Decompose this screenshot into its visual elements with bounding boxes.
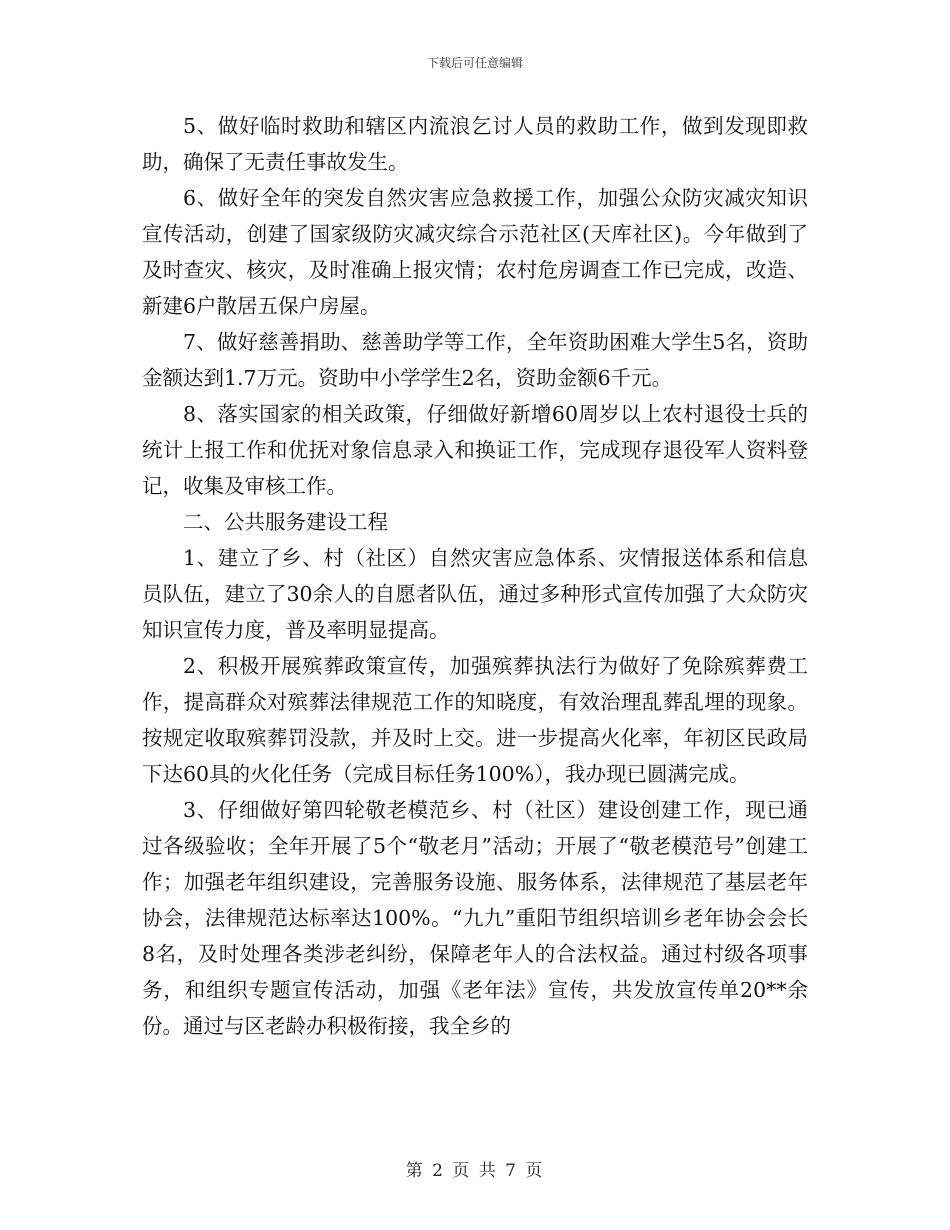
paragraph-item-5: 5、做好临时救助和辖区内流浪乞讨人员的救助工作，做到发现即救助，确保了无责任事故发生。 — [142, 114, 808, 174]
paragraph-item-8: 8、落实国家的相关政策，仔细做好新增60周岁以上农村退役士兵的统计上报工作和优抚对象信息录入和换证工作，完成现存退役军人资料登记，收集及审核工作。 — [142, 402, 808, 498]
page-number: 第 2 页 共 7 页 — [405, 1161, 545, 1181]
paragraph-item-7: 7、做好慈善捐助、慈善助学等工作，全年资助困难大学生5名，资助金额达到1.7万元。资助中小学学生2名，资助金额6千元。 — [142, 330, 808, 390]
paragraph-service-1: 1、建立了乡、村（社区）自然灾害应急体系、灾情报送体系和信息员队伍，建立了30余人的自愿者队伍，通过多种形式宣传加强了大众防灾知识宣传力度，普及率明显提高。 — [142, 546, 808, 642]
header-note: 下载后可任意编辑 — [426, 56, 523, 70]
paragraph-service-3: 3、仔细做好第四轮敬老模范乡、村（社区）建设创建工作，现已通过各级验收；全年开展了5个“敬老月”活动；开展了“敬老模范号”创建工作；加强老年组织建设，完善服务设施、服务体系，法律规范了基层老年协会，法律规范达标率达100%。“九九”重阳节组织培训乡老年协会会长8名，及时处理各类涉老纠纷，保障老年人的合法权益。通过村级各项事务，和组织专题宣传活动，加强《老年法》宣传，共发放宣传单20**余份。通过与区老龄办积极衔接，我全乡的 — [142, 798, 808, 1038]
paragraph-item-6: 6、做好全年的突发自然灾害应急救援工作，加强公众防灾减灾知识宣传活动，创建了国家级防灾减灾综合示范社区(天库社区)。今年做到了及时查灾、核灾，及时准确上报灾情；农村危房调查工作已完成，改造、新建6户散居五保户房屋。 — [142, 186, 808, 318]
section-heading: 二、公共服务建设工程 — [183, 510, 388, 534]
document-body — [142, 108, 808, 1044]
paragraph-service-2: 2、积极开展殡葬政策宣传，加强殡葬执法行为做好了免除殡葬费工作，提高群众对殡葬法律规范工作的知晓度，有效治理乱葬乱埋的现象。按规定收取殡葬罚没款，并及时上交。进一步提高火化率，年初区民政局下达60具的火化任务（完成目标任务100%），我办现已圆满完成。 — [142, 654, 808, 786]
